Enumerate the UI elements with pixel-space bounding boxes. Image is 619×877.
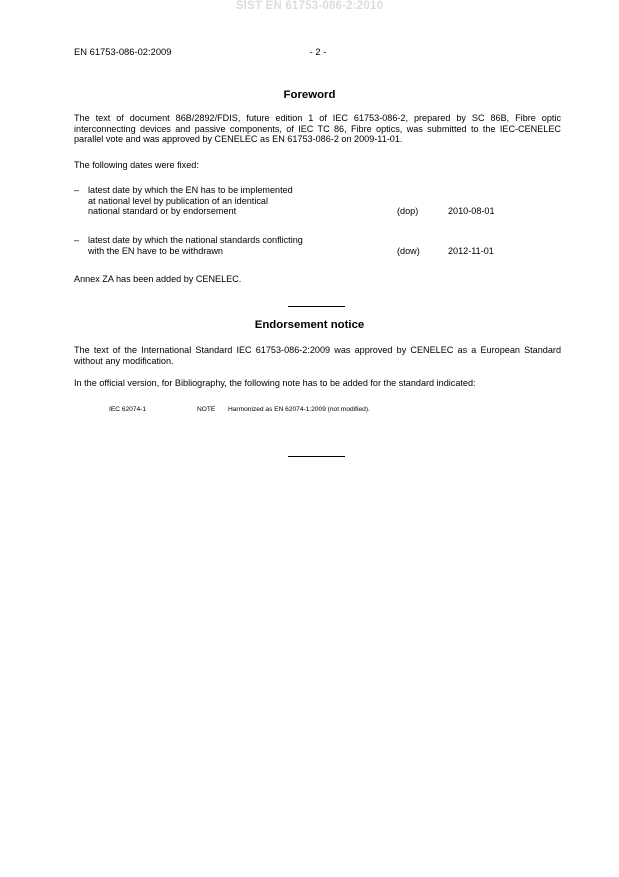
- description-line: latest date by which the national standards conflicting: [88, 235, 303, 245]
- note-text: Harmonized as EN 62074-1:2009 (not modified).: [228, 406, 370, 413]
- page-number: - 2 -: [309, 46, 327, 57]
- dates-intro: The following dates were fixed:: [74, 160, 199, 170]
- document-id: EN 61753-086-02:2009: [74, 46, 172, 57]
- foreword-paragraph: The text of document 86B/2892/FDIS, future edition 1 of IEC 61753-086-2, prepared by SC 86B, Fibre optic interconnecting devices and passive components, of IEC TC 86, Fibre optics, was submitted to the IEC-CENELEC parallel vote and was approved by CENELEC as EN 61753-086-2 on 2009-11-01.: [74, 113, 561, 145]
- date-value: 2012-11-01: [448, 245, 494, 256]
- note-label: NOTE: [197, 406, 216, 413]
- foreword-title: Foreword: [283, 89, 336, 101]
- dash-bullet: –: [74, 185, 80, 195]
- dash-bullet: –: [74, 235, 80, 245]
- watermark: SIST EN 61753-086-2:2010: [235, 0, 384, 12]
- date-item-description: [88, 235, 388, 256]
- bibliography-paragraph: In the official version, for Bibliography, the following note has to be added for the standard indicated:: [74, 378, 476, 388]
- description-line: national standard or by endorsement: [88, 206, 237, 217]
- date-value: 2010-08-01: [448, 206, 495, 217]
- note-standard: IEC 62074-1: [109, 406, 147, 413]
- date-code: (dow): [397, 245, 420, 256]
- section-divider: [288, 306, 345, 307]
- date-item-description: [88, 185, 388, 217]
- endorsement-title: Endorsement notice: [254, 319, 365, 331]
- description-line: latest date by which the EN has to be implemented: [88, 185, 293, 195]
- annex-note: Annex ZA has been added by CENELEC.: [74, 274, 242, 284]
- description-line: with the EN have to be withdrawn: [88, 245, 223, 256]
- end-divider: [288, 456, 345, 457]
- description-line: at national level by publication of an identical: [88, 195, 268, 206]
- endorsement-paragraph: The text of the International Standard IEC 61753-086-2:2009 was approved by CENELEC as a European Standard without any modification.: [74, 345, 561, 366]
- date-code: (dop): [397, 206, 419, 217]
